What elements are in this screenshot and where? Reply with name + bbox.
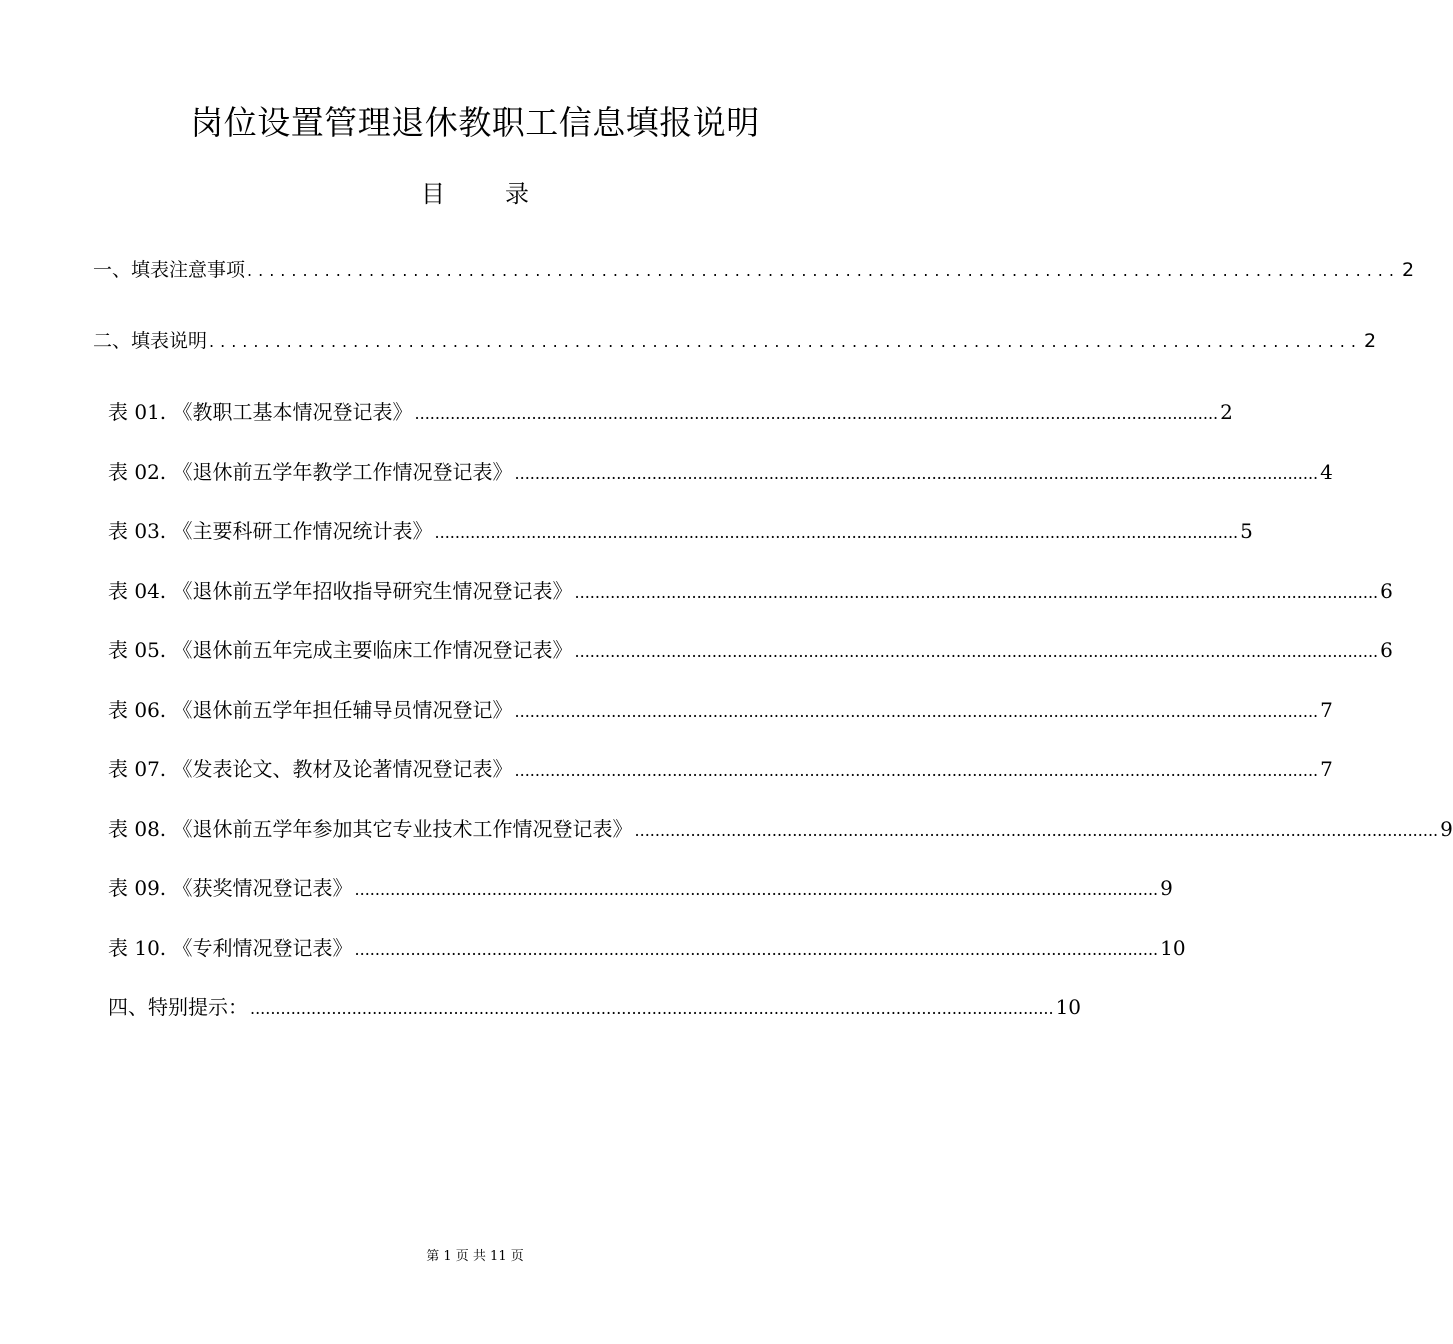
toc-leader: ........................................................................................................ [209,332,1362,351]
toc-entry[interactable] [108,932,1186,962]
toc-entry[interactable] [108,813,1453,843]
toc-entry[interactable] [108,575,1393,605]
document-title: 岗位设置管理退休教职工信息填报说明 [190,103,760,142]
toc-entry-page: 9 [1160,876,1173,900]
toc-leader: .............................................................................................................................................................. [354,880,1159,899]
toc-leader: .............................................................................................................................................................. [514,761,1319,780]
toc-leader: .............................................................................................................................................................. [514,464,1319,483]
toc-entry-page: 9 [1440,817,1453,841]
toc-entry-label: 表 02. 《退休前五学年教学工作情况登记表》 [108,460,513,484]
toc-leader: .............................................................................................................................................................. [574,583,1379,602]
toc-heading [0,176,950,212]
toc-leader: .............................................................................................................................................................. [354,940,1159,959]
toc-entry-label: 表 10. 《专利情况登记表》 [108,936,353,960]
toc-entry-label: 表 01. 《教职工基本情况登记表》 [108,400,413,424]
toc-entry-label: 表 08. 《退休前五学年参加其它专业技术工作情况登记表》 [108,817,633,841]
toc-heading-char-2: 录 [505,180,529,208]
toc-entry[interactable] [108,634,1393,664]
toc-entry[interactable] [108,396,1233,426]
toc-entry-page: 2 [1363,330,1377,352]
toc-entry[interactable] [108,515,1253,545]
toc-entry[interactable] [108,456,1333,486]
toc-entry[interactable] [108,991,1082,1021]
toc-entry[interactable] [108,753,1333,783]
toc-entry-page: 10 [1055,995,1082,1019]
toc-entry-page: 6 [1380,579,1393,603]
toc-leader: .............................................................................................................................................................. [574,642,1379,661]
toc-entry-label: 表 03. 《主要科研工作情况统计表》 [108,519,433,543]
toc-entry-label: 表 06. 《退休前五学年担任辅导员情况登记》 [108,698,513,722]
toc-leader: .............................................................................................................................................................. [514,702,1319,721]
toc-entry-page: 10 [1160,936,1186,960]
toc-entry[interactable] [93,255,1415,285]
toc-leader: .............................................................................................................................................................. [414,404,1219,423]
toc-leader: ........................................................................................................ [247,261,1400,280]
toc-entry-label: 表 07. 《发表论文、教材及论著情况登记表》 [108,757,513,781]
toc-entry[interactable] [93,326,1377,356]
toc-entry-page: 6 [1380,638,1393,662]
toc-entry-label: 表 09. 《获奖情况登记表》 [108,876,353,900]
toc-leader: .............................................................................................................................................................. [634,821,1439,840]
toc-entry-page: 4 [1320,460,1333,484]
toc-entry-label: 一、填表注意事项 [93,259,246,281]
page-footer: 第 1 页 共 11 页 [426,1249,524,1264]
toc-leader: .............................................................................................................................................................. [250,999,1054,1018]
toc-entry-page: 5 [1240,519,1253,543]
toc-entry[interactable] [108,694,1333,724]
toc-entry-page: 2 [1220,400,1233,424]
toc-entry-label: 表 04. 《退休前五学年招收指导研究生情况登记表》 [108,579,573,603]
toc-entry-label: 表 05. 《退休前五年完成主要临床工作情况登记表》 [108,638,573,662]
toc-heading-char-1: 目 [421,180,445,208]
toc-entry-page: 7 [1320,757,1333,781]
toc-entry-label: 二、填表说明 [93,330,208,352]
toc-entry-page: 2 [1401,259,1415,281]
toc-leader: .............................................................................................................................................................. [434,523,1239,542]
toc-entry[interactable] [108,872,1173,902]
toc-entry-page: 7 [1320,698,1333,722]
toc-entry-label: 四、特别提示： [108,995,248,1019]
